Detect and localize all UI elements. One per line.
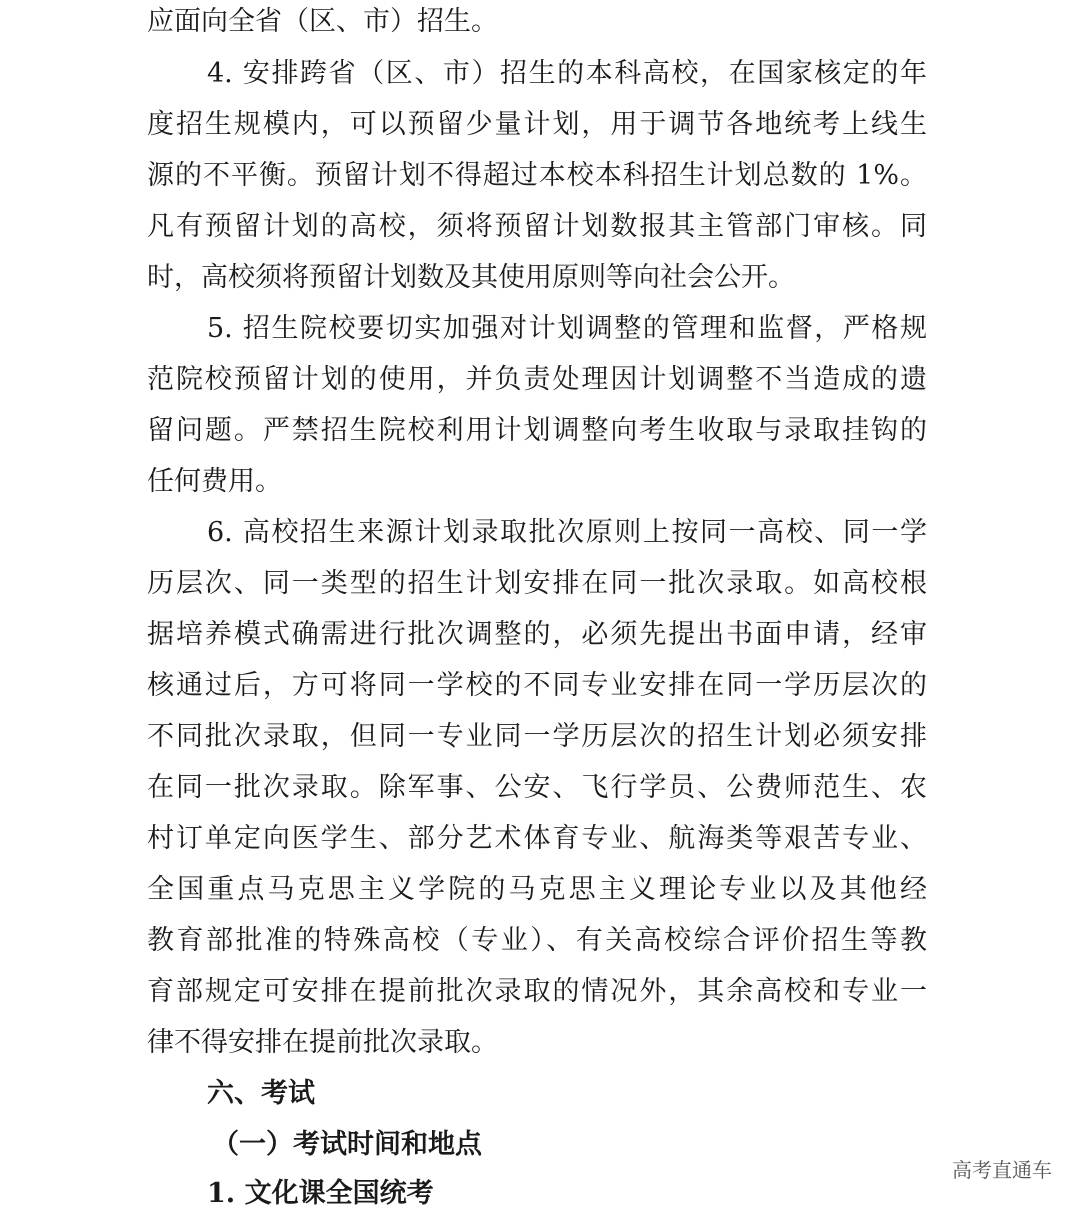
paragraph-line: 范院校预留计划的使用，并负责处理因计划调整不当造成的遗 <box>147 364 927 395</box>
paragraph-line: 6. 高校招生来源计划录取批次原则上按同一高校、同一学 <box>207 517 927 548</box>
subsection-heading: （一）考试时间和地点 <box>212 1129 482 1160</box>
paragraph-line: 时，高校须将预留计划数及其使用原则等向社会公开。 <box>147 262 795 293</box>
paragraph-line: 村订单定向医学生、部分艺术体育专业、航海类等艰苦专业、 <box>147 823 927 854</box>
paragraph-line: 源的不平衡。预留计划不得超过本校本科招生计划总数的 1%。 <box>147 160 927 191</box>
paragraph-line: 5. 招生院校要切实加强对计划调整的管理和监督，严格规 <box>207 313 927 344</box>
paragraph-line: 全国重点马克思主义学院的马克思主义理论专业以及其他经 <box>147 874 927 905</box>
paragraph-line: 核通过后，方可将同一学校的不同专业安排在同一学历层次的 <box>147 670 927 701</box>
watermark: 高考直通车 <box>952 1158 1052 1182</box>
paragraph-line: 不同批次录取，但同一专业同一学历层次的招生计划必须安排 <box>147 721 927 752</box>
paragraph-line: 凡有预留计划的高校，须将预留计划数报其主管部门审核。同 <box>147 211 927 242</box>
item-heading: 1. 文化课全国统考 <box>207 1178 434 1209</box>
paragraph-line: 育部规定可安排在提前批次录取的情况外，其余高校和专业一 <box>147 976 927 1007</box>
paragraph-line: 在同一批次录取。除军事、公安、飞行学员、公费师范生、农 <box>147 772 927 803</box>
paragraph-line: 律不得安排在提前批次录取。 <box>147 1027 498 1058</box>
paragraph-line: 据培养模式确需进行批次调整的，必须先提出书面申请，经审 <box>147 619 927 650</box>
paragraph-line: 度招生规模内，可以预留少量计划，用于调节各地统考上线生 <box>147 109 927 140</box>
section-heading: 六、考试 <box>207 1078 315 1109</box>
paragraph-line: 任何费用。 <box>147 466 282 497</box>
paragraph-line: 教育部批准的特殊高校（专业）、有关高校综合评价招生等教 <box>147 925 927 956</box>
paragraph-line: 应面向全省（区、市）招生。 <box>147 6 498 37</box>
paragraph-line: 4. 安排跨省（区、市）招生的本科高校，在国家核定的年 <box>207 58 927 89</box>
paragraph-line: 留问题。严禁招生院校利用计划调整向考生收取与录取挂钩的 <box>147 415 927 446</box>
paragraph-line: 历层次、同一类型的招生计划安排在同一批次录取。如高校根 <box>147 568 927 599</box>
